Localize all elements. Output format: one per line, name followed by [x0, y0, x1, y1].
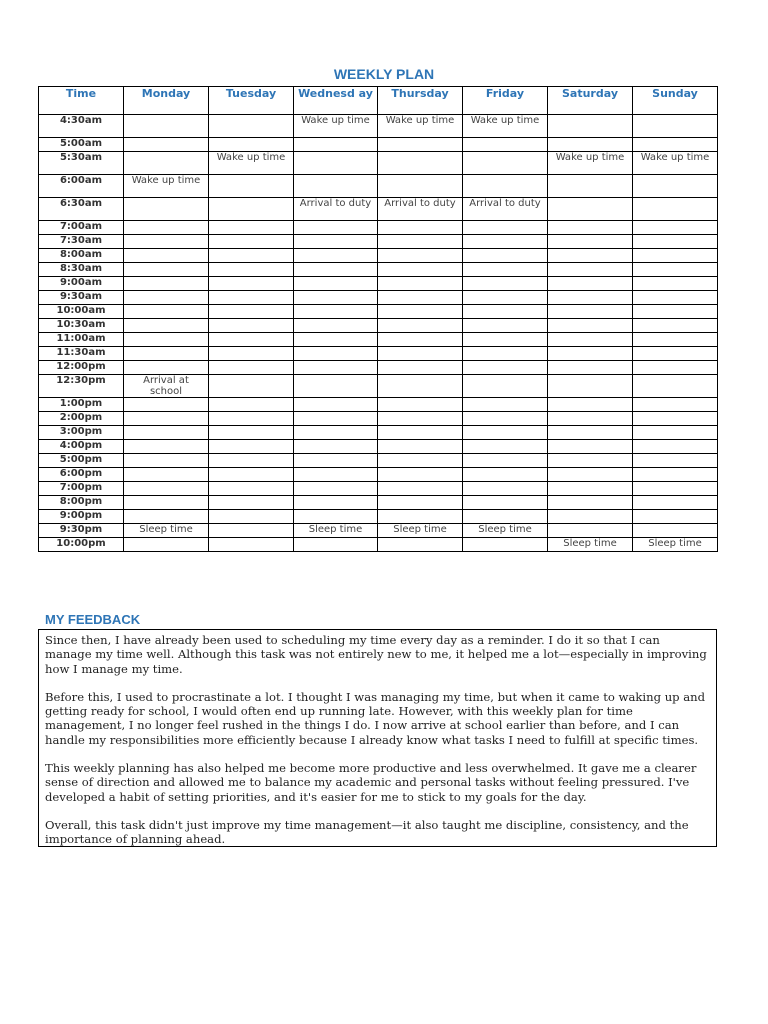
- schedule-cell: [378, 175, 463, 198]
- time-cell: 10:00am: [39, 305, 124, 319]
- schedule-cell: [124, 263, 209, 277]
- schedule-cell: [463, 440, 548, 454]
- schedule-cell: [463, 538, 548, 552]
- schedule-cell: [294, 496, 378, 510]
- schedule-cell: [463, 138, 548, 152]
- schedule-cell: [209, 510, 294, 524]
- schedule-cell: [209, 538, 294, 552]
- time-cell: 9:30pm: [39, 524, 124, 538]
- schedule-cell: [463, 398, 548, 412]
- time-cell: 9:30am: [39, 291, 124, 305]
- schedule-cell: [209, 305, 294, 319]
- schedule-cell: [294, 440, 378, 454]
- schedule-cell: [548, 468, 633, 482]
- schedule-cell: [633, 291, 718, 305]
- column-header: Tuesday: [209, 87, 294, 115]
- table-row: [39, 333, 718, 347]
- schedule-cell: [209, 375, 294, 398]
- schedule-cell: [294, 152, 378, 175]
- time-cell: 9:00am: [39, 277, 124, 291]
- schedule-cell: [378, 412, 463, 426]
- schedule-cell: [209, 482, 294, 496]
- schedule-cell: [209, 524, 294, 538]
- schedule-cell: [378, 249, 463, 263]
- schedule-cell: [548, 398, 633, 412]
- schedule-cell: Sleep time: [294, 524, 378, 538]
- table-row: [39, 221, 718, 235]
- table-row: [39, 482, 718, 496]
- schedule-cell: [378, 468, 463, 482]
- schedule-cell: [463, 263, 548, 277]
- schedule-cell: [294, 510, 378, 524]
- table-body: [39, 115, 718, 552]
- schedule-cell: Wake up time: [294, 115, 378, 138]
- schedule-cell: Wake up time: [209, 152, 294, 175]
- time-cell: 6:00am: [39, 175, 124, 198]
- schedule-cell: [124, 152, 209, 175]
- schedule-cell: [294, 235, 378, 249]
- schedule-cell: [463, 305, 548, 319]
- schedule-cell: [124, 138, 209, 152]
- schedule-cell: [378, 440, 463, 454]
- schedule-cell: [548, 426, 633, 440]
- table-row: [39, 375, 718, 398]
- schedule-cell: [548, 221, 633, 235]
- schedule-cell: [124, 361, 209, 375]
- table-row: [39, 198, 718, 221]
- schedule-cell: [209, 277, 294, 291]
- table-row: [39, 361, 718, 375]
- schedule-cell: [209, 440, 294, 454]
- table-row: [39, 412, 718, 426]
- schedule-cell: [633, 524, 718, 538]
- feedback-box: [38, 629, 717, 847]
- schedule-cell: [633, 347, 718, 361]
- schedule-cell: Wake up time: [124, 175, 209, 198]
- schedule-cell: [633, 454, 718, 468]
- time-cell: 1:00pm: [39, 398, 124, 412]
- schedule-cell: [209, 221, 294, 235]
- schedule-cell: [633, 412, 718, 426]
- table-row: [39, 277, 718, 291]
- time-cell: 6:00pm: [39, 468, 124, 482]
- schedule-cell: [548, 277, 633, 291]
- schedule-cell: [633, 319, 718, 333]
- schedule-cell: [124, 398, 209, 412]
- table-row: [39, 398, 718, 412]
- schedule-cell: [209, 412, 294, 426]
- time-cell: 11:00am: [39, 333, 124, 347]
- schedule-cell: [209, 115, 294, 138]
- schedule-cell: [124, 482, 209, 496]
- schedule-cell: [463, 175, 548, 198]
- schedule-cell: [294, 361, 378, 375]
- schedule-cell: [294, 482, 378, 496]
- table-row: [39, 152, 718, 175]
- schedule-cell: [209, 361, 294, 375]
- schedule-cell: [463, 496, 548, 510]
- schedule-cell: [463, 426, 548, 440]
- schedule-cell: [209, 398, 294, 412]
- schedule-cell: [633, 249, 718, 263]
- schedule-cell: [548, 175, 633, 198]
- schedule-cell: [463, 468, 548, 482]
- table-row: [39, 319, 718, 333]
- schedule-cell: [633, 221, 718, 235]
- schedule-cell: Sleep time: [378, 524, 463, 538]
- weekly-plan-table: [38, 86, 718, 552]
- schedule-cell: [378, 305, 463, 319]
- schedule-cell: [548, 115, 633, 138]
- schedule-cell: [463, 361, 548, 375]
- schedule-cell: [463, 249, 548, 263]
- schedule-cell: [124, 426, 209, 440]
- schedule-cell: [378, 361, 463, 375]
- schedule-cell: [124, 235, 209, 249]
- schedule-cell: [633, 175, 718, 198]
- table-row: [39, 175, 718, 198]
- time-cell: 5:00am: [39, 138, 124, 152]
- column-header: Wednesd ay: [294, 87, 378, 115]
- table-row: [39, 538, 718, 552]
- table-row: [39, 249, 718, 263]
- table-row: [39, 235, 718, 249]
- schedule-cell: [294, 249, 378, 263]
- page-title: WEEKLY PLAN: [333, 66, 435, 82]
- schedule-cell: Sleep time: [124, 524, 209, 538]
- schedule-cell: [294, 319, 378, 333]
- table-row: [39, 440, 718, 454]
- column-header: Time: [39, 87, 124, 115]
- schedule-cell: [548, 482, 633, 496]
- schedule-cell: [294, 412, 378, 426]
- schedule-cell: [124, 198, 209, 221]
- schedule-cell: [378, 277, 463, 291]
- schedule-cell: [633, 375, 718, 398]
- schedule-cell: [633, 115, 718, 138]
- schedule-cell: [209, 235, 294, 249]
- time-cell: 12:00pm: [39, 361, 124, 375]
- schedule-cell: [548, 235, 633, 249]
- schedule-cell: [378, 291, 463, 305]
- schedule-cell: Arrival to duty: [294, 198, 378, 221]
- schedule-cell: [463, 152, 548, 175]
- schedule-cell: [124, 468, 209, 482]
- schedule-cell: [124, 538, 209, 552]
- schedule-cell: [124, 496, 209, 510]
- schedule-cell: [378, 398, 463, 412]
- schedule-cell: [209, 426, 294, 440]
- schedule-cell: [633, 482, 718, 496]
- time-cell: 7:00pm: [39, 482, 124, 496]
- time-cell: 4:30am: [39, 115, 124, 138]
- schedule-cell: [463, 510, 548, 524]
- time-cell: 8:30am: [39, 263, 124, 277]
- schedule-cell: Wake up time: [548, 152, 633, 175]
- schedule-cell: [378, 510, 463, 524]
- schedule-cell: [378, 263, 463, 277]
- schedule-cell: [124, 347, 209, 361]
- schedule-cell: [548, 375, 633, 398]
- header-row: [39, 87, 718, 115]
- schedule-cell: [209, 263, 294, 277]
- schedule-cell: [209, 249, 294, 263]
- time-cell: 7:30am: [39, 235, 124, 249]
- column-header: Sunday: [633, 87, 718, 115]
- schedule-cell: [294, 333, 378, 347]
- schedule-cell: [548, 138, 633, 152]
- schedule-cell: [378, 138, 463, 152]
- schedule-cell: [378, 319, 463, 333]
- schedule-cell: [633, 305, 718, 319]
- table-row: [39, 115, 718, 138]
- schedule-cell: [463, 333, 548, 347]
- schedule-cell: [294, 305, 378, 319]
- column-header: Saturday: [548, 87, 633, 115]
- table-row: [39, 291, 718, 305]
- schedule-cell: Wake up time: [633, 152, 718, 175]
- feedback-paragraph: Before this, I used to procrastinate a lot. I thought I was managing my time, but when it came to waking up and getting ready for school, I would often end up running late. However, with this weekly plan for time management, I no longer feel rushed in the things I do. I now arrive at school earlier than before, and I can handle my responsibilities more efficiently because I already know what tasks I need to fulfill at specific times.: [45, 689, 706, 747]
- time-cell: 3:00pm: [39, 426, 124, 440]
- schedule-cell: [124, 319, 209, 333]
- schedule-cell: [294, 277, 378, 291]
- table-row: [39, 454, 718, 468]
- schedule-cell: [124, 305, 209, 319]
- schedule-cell: [633, 426, 718, 440]
- schedule-cell: [124, 510, 209, 524]
- feedback-paragraph: Since then, I have already been used to scheduling my time every day as a reminder. I do it so that I can manage my time well. Although this task was not entirely new to me, it helped me a lot—especially in improving how I manage my time.: [45, 633, 707, 676]
- schedule-cell: [124, 249, 209, 263]
- schedule-cell: [463, 412, 548, 426]
- schedule-cell: [548, 305, 633, 319]
- feedback-paragraph: This weekly planning has also helped me become more productive and less overwhelmed. It gave me a clearer sense of direction and allowed me to balance my academic and personal tasks without feeling pressured. I've developed a habit of setting priorities, and it's easier for me to stick to my goals for the day.: [45, 761, 697, 804]
- table-row: [39, 524, 718, 538]
- schedule-cell: [294, 175, 378, 198]
- schedule-cell: [209, 319, 294, 333]
- schedule-cell: Wake up time: [463, 115, 548, 138]
- schedule-cell: [378, 482, 463, 496]
- time-cell: 8:00pm: [39, 496, 124, 510]
- schedule-cell: [548, 412, 633, 426]
- schedule-cell: [463, 482, 548, 496]
- schedule-cell: [378, 347, 463, 361]
- time-cell: 5:30am: [39, 152, 124, 175]
- schedule-cell: [463, 221, 548, 235]
- column-header: Friday: [463, 87, 548, 115]
- schedule-cell: [294, 291, 378, 305]
- schedule-cell: [633, 277, 718, 291]
- schedule-cell: [209, 454, 294, 468]
- time-cell: 9:00pm: [39, 510, 124, 524]
- feedback-heading: MY FEEDBACK: [45, 612, 141, 627]
- schedule-cell: [209, 496, 294, 510]
- schedule-cell: [548, 440, 633, 454]
- schedule-cell: [209, 333, 294, 347]
- schedule-cell: [463, 347, 548, 361]
- schedule-cell: [633, 263, 718, 277]
- schedule-cell: [548, 249, 633, 263]
- schedule-cell: [463, 277, 548, 291]
- schedule-cell: [124, 221, 209, 235]
- time-cell: 10:00pm: [39, 538, 124, 552]
- schedule-cell: [124, 412, 209, 426]
- schedule-cell: [378, 333, 463, 347]
- schedule-cell: [633, 361, 718, 375]
- schedule-cell: [548, 319, 633, 333]
- schedule-cell: [548, 347, 633, 361]
- table-row: [39, 138, 718, 152]
- schedule-cell: [124, 291, 209, 305]
- feedback-paragraph: Overall, this task didn't just improve my time management—it also taught me discipline, consistency, and the importance of planning ahead.: [45, 817, 689, 847]
- schedule-cell: [294, 454, 378, 468]
- schedule-cell: [548, 454, 633, 468]
- schedule-cell: [633, 333, 718, 347]
- schedule-cell: [378, 235, 463, 249]
- schedule-cell: [463, 235, 548, 249]
- schedule-cell: Sleep time: [633, 538, 718, 552]
- time-cell: 6:30am: [39, 198, 124, 221]
- time-cell: 10:30am: [39, 319, 124, 333]
- schedule-cell: [209, 347, 294, 361]
- schedule-cell: Sleep time: [463, 524, 548, 538]
- schedule-cell: [124, 277, 209, 291]
- table-row: [39, 347, 718, 361]
- schedule-cell: [294, 468, 378, 482]
- schedule-cell: [548, 198, 633, 221]
- schedule-cell: [294, 138, 378, 152]
- table-row: [39, 426, 718, 440]
- schedule-cell: [378, 538, 463, 552]
- column-header: Monday: [124, 87, 209, 115]
- schedule-cell: [124, 440, 209, 454]
- schedule-cell: [548, 291, 633, 305]
- schedule-cell: [294, 221, 378, 235]
- schedule-cell: [633, 510, 718, 524]
- schedule-cell: Arrival to duty: [463, 198, 548, 221]
- schedule-cell: [294, 538, 378, 552]
- schedule-cell: [209, 175, 294, 198]
- schedule-cell: [378, 426, 463, 440]
- schedule-cell: Wake up time: [378, 115, 463, 138]
- schedule-cell: [378, 221, 463, 235]
- schedule-cell: Sleep time: [548, 538, 633, 552]
- schedule-cell: [463, 375, 548, 398]
- schedule-cell: [124, 454, 209, 468]
- time-cell: 8:00am: [39, 249, 124, 263]
- schedule-cell: [294, 347, 378, 361]
- schedule-cell: [548, 263, 633, 277]
- schedule-cell: [633, 198, 718, 221]
- schedule-cell: [633, 138, 718, 152]
- schedule-cell: [548, 361, 633, 375]
- schedule-cell: [633, 440, 718, 454]
- table-row: [39, 468, 718, 482]
- schedule-cell: [294, 263, 378, 277]
- time-cell: 11:30am: [39, 347, 124, 361]
- time-cell: 5:00pm: [39, 454, 124, 468]
- schedule-cell: [378, 496, 463, 510]
- table-row: [39, 305, 718, 319]
- schedule-cell: Arrival to duty: [378, 198, 463, 221]
- schedule-cell: [633, 496, 718, 510]
- table-row: [39, 263, 718, 277]
- schedule-cell: [294, 398, 378, 412]
- time-cell: 2:00pm: [39, 412, 124, 426]
- schedule-cell: [209, 198, 294, 221]
- schedule-cell: [209, 291, 294, 305]
- table-row: [39, 496, 718, 510]
- schedule-cell: [294, 426, 378, 440]
- schedule-cell: [124, 333, 209, 347]
- schedule-cell: [633, 398, 718, 412]
- schedule-cell: [124, 115, 209, 138]
- schedule-cell: [378, 454, 463, 468]
- time-cell: 12:30pm: [39, 375, 124, 398]
- schedule-cell: [548, 496, 633, 510]
- schedule-cell: [548, 510, 633, 524]
- time-cell: 4:00pm: [39, 440, 124, 454]
- schedule-cell: [463, 454, 548, 468]
- table-row: [39, 510, 718, 524]
- schedule-cell: [463, 291, 548, 305]
- column-header: Thursday: [378, 87, 463, 115]
- schedule-cell: [633, 468, 718, 482]
- schedule-cell: [209, 468, 294, 482]
- schedule-cell: Arrival at school: [124, 375, 209, 398]
- schedule-cell: [294, 375, 378, 398]
- schedule-cell: [378, 152, 463, 175]
- schedule-cell: [378, 375, 463, 398]
- time-cell: 7:00am: [39, 221, 124, 235]
- schedule-cell: [548, 524, 633, 538]
- schedule-cell: [548, 333, 633, 347]
- schedule-cell: [209, 138, 294, 152]
- schedule-cell: [463, 319, 548, 333]
- schedule-cell: [633, 235, 718, 249]
